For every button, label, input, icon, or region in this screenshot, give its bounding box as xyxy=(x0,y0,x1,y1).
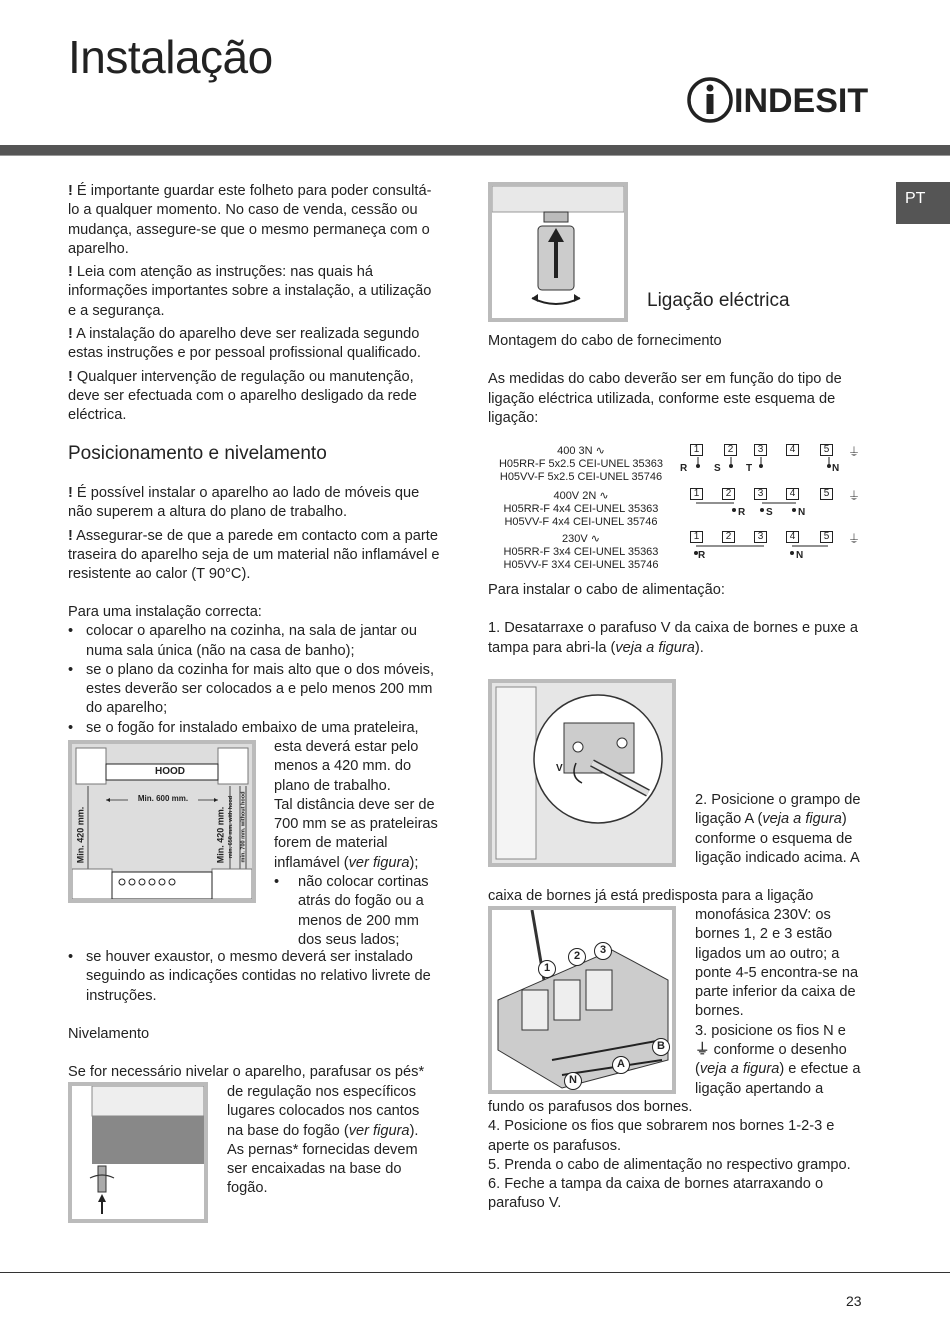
page-title: Instalação xyxy=(68,31,273,83)
positioning-paragraph-2: ! Assegurar-se de que a parede em contacto com a parte traseira do aparelho seja de um material não inflamável e resistente ao calor (T 90°C). xyxy=(68,527,440,583)
min-650-label: min. 650 mm. with hood xyxy=(228,795,235,859)
wire-label-t: T xyxy=(746,463,753,474)
cable-intro: As medidas do cabo deverão ser em função do tipo de ligação eléctrica utilizada, conforme este esquema de ligação: xyxy=(488,371,842,426)
curtains-bullet: • não colocar cortinas atrás do fogão ou a menos de 200 mm dos seus lados; xyxy=(274,873,446,950)
terminal-5: 5 xyxy=(820,531,833,543)
terminal-4: 4 xyxy=(786,444,799,456)
wiring-voltage-3: 230V xyxy=(562,533,588,545)
wiring-cable-2b: H05VV-F 4x4 CEI-UNEL 35746 xyxy=(504,516,658,528)
step-6: 6. Feche a tampa da caixa de bornes atarraxando o parafuso V. xyxy=(488,1176,824,1212)
ground-icon: ⏚ xyxy=(848,489,861,503)
terminal-1: 1 xyxy=(690,444,703,456)
step-4: 4. Posicione os fios que sobrarem nos bornes 1-2-3 e aperte os parafusos. xyxy=(488,1118,835,1154)
header-divider xyxy=(0,155,950,156)
hood-clearance-figure xyxy=(68,740,256,903)
wire-label-n: N xyxy=(796,550,804,561)
callout-b: B xyxy=(652,1038,670,1056)
screw-v-label: V xyxy=(556,763,563,774)
wire-label-s: S xyxy=(714,463,721,474)
earth-symbol-icon: ⏚ xyxy=(695,1042,714,1059)
leveling-foot-icon xyxy=(72,1086,204,1219)
terminal-box-figure xyxy=(488,679,676,867)
shelf-text xyxy=(274,738,446,950)
callout-a: A xyxy=(612,1056,630,1074)
intro-paragraph-1: ! É importante guardar este folheto para poder consultá-lo a qualquer momento. No caso de venda, cessão ou mudança, assegure-se que o mesmo permaneça com o aparelho. xyxy=(68,183,432,257)
terminal-5: 5 xyxy=(820,444,833,456)
step-3b: ⏚ conforme o desenho (veja a figura) e efectue a ligação apertando a xyxy=(695,1042,861,1097)
hood-label: HOOD xyxy=(155,766,185,777)
header-bar xyxy=(0,145,950,155)
correct-install-section xyxy=(68,603,440,738)
wire-label-n: N xyxy=(798,507,806,518)
footer-divider xyxy=(0,1272,950,1273)
cable-heading: Montagem do cabo de fornecimento xyxy=(488,333,722,349)
wiring-row-2-text: 400V 2N ∿ H05RR-F 4x4 CEI-UNEL 35363 H05VV-F 4x4 CEI-UNEL 35746 xyxy=(486,490,676,529)
min-700-label: min. 700 mm. without hood xyxy=(240,791,247,863)
intro-paragraph-3: ! A instalação do aparelho deve ser realizada segundo estas instruções e por pessoal profissional qualificado. xyxy=(68,326,421,362)
intro-paragraph-4: ! Qualquer intervenção de regulação ou manutenção, deve ser efectuada com o aparelho desligado da rede eléctrica. xyxy=(68,368,417,424)
foot-screw-icon xyxy=(492,186,624,318)
wiring-row-1-text: 400 3N ∿ H05RR-F 5x2.5 CEI-UNEL 35363 H05VV-F 5x2.5 CEI-UNEL 35746 xyxy=(486,445,676,484)
step-2b-text: caixa de bornes já está predisposta para a ligação xyxy=(488,888,814,904)
bullet-item-2: • se o plano da cozinha for mais alto que o dos móveis, estes deverão ser colocados a e pelo menos 200 mm do aparelho; xyxy=(68,661,440,719)
wire-label-r: R xyxy=(680,463,688,474)
ground-icon: ⏚ xyxy=(848,532,861,546)
callout-1: 1 xyxy=(538,960,556,978)
bullet-item-1: • colocar o aparelho na cozinha, na sala de jantar ou numa sala única (não na casa de banho); xyxy=(68,622,440,661)
brand-logo xyxy=(686,76,869,124)
intro-paragraph-2: ! Leia com atenção as instruções: nas quais há informações importantes sobre a instalação, a utilização e a segurança. xyxy=(68,264,432,319)
steps-final xyxy=(488,1098,868,1214)
brand-name: INDESIT xyxy=(734,82,869,120)
electric-heading: Ligação eléctrica xyxy=(647,290,790,311)
step-5: 5. Prenda o cabo de alimentação no respectivo grampo. xyxy=(488,1156,851,1173)
correct-install-label: Para uma instalação correcta: xyxy=(68,604,262,620)
terminal-4: 4 xyxy=(786,488,799,500)
wire-label-r: R xyxy=(738,507,746,518)
wire-label-n: N xyxy=(832,463,840,474)
step-2c: monofásica 230V: os bornes 1, 2 e 3 estão ligados um ao outro; a ponte 4-5 encontra-se na parte inferior da caixa de bornes. xyxy=(695,907,859,1020)
terminal-4: 4 xyxy=(786,531,799,543)
positioning-section xyxy=(68,484,440,588)
leveling-heading: Nivelamento xyxy=(68,1025,150,1042)
shelf-distance-text: esta deverá estar pelo menos a 420 mm. do plano de trabalho. xyxy=(274,739,419,794)
callout-3: 3 xyxy=(594,942,612,960)
positioning-heading: Posicionamento e nivelamento xyxy=(68,443,327,464)
indesit-logo-icon xyxy=(686,76,734,124)
foot-adjust-figure xyxy=(488,182,628,322)
terminal-3: 3 xyxy=(754,444,767,456)
wire-label-r: R xyxy=(698,550,706,561)
shelf-flammable-text: Tal distância deve ser de 700 mm se as prateleiras forem de material inflamável (ver figura); xyxy=(274,796,438,871)
terminal-wiring-icon xyxy=(492,910,672,1090)
step-1: 1. Desatarraxe o parafuso V da caixa de bornes e puxe a tampa para abri-la (veja a figura). xyxy=(488,620,858,656)
terminal-2: 2 xyxy=(722,531,735,543)
terminal-5: 5 xyxy=(820,488,833,500)
wiring-cable-3a: H05RR-F 3x4 CEI-UNEL 35363 xyxy=(503,546,659,558)
terminal-blocks xyxy=(680,443,870,571)
intro-section xyxy=(68,182,440,430)
leveling-figure xyxy=(68,1082,208,1223)
step-3c: fundo os parafusos dos bornes. xyxy=(488,1099,693,1115)
row1-connections-icon xyxy=(686,457,856,471)
step-2-text xyxy=(695,791,867,868)
terminal-1: 1 xyxy=(690,531,703,543)
install-section xyxy=(488,581,868,658)
wiring-cable-2a: H05RR-F 4x4 CEI-UNEL 35363 xyxy=(503,503,659,515)
cable-section xyxy=(488,332,868,428)
leveling-text-body: de regulação nos específicos lugares colocados nos cantos na base do fogão (ver figura). As pernas* fornecidas devem ser encaixadas na base do fogão. xyxy=(227,1084,420,1197)
wire-label-s: S xyxy=(766,507,773,518)
positioning-paragraph-1: ! É possível instalar o aparelho ao lado de móveis que não superem a altura do plano de trabalho. xyxy=(68,485,420,521)
hood-bullet: • se houver exaustor, o mesmo deverá ser instalado seguindo as indicações contidas no relativo livrete de instruções. xyxy=(68,948,440,1006)
terminal-2: 2 xyxy=(724,444,737,456)
row3-connections-icon xyxy=(686,544,856,558)
bullet-item-3: • se o fogão for instalado embaixo de uma prateleira, xyxy=(68,719,440,738)
ground-icon: ⏚ xyxy=(848,445,861,459)
leveling-text-intro: Se for necessário nivelar o aparelho, parafusar os pés* xyxy=(68,1064,425,1081)
wiring-diagram xyxy=(486,443,870,571)
min-420-right-label: Min. 420 mm. xyxy=(215,806,226,864)
min-420-left-label: Min. 420 mm. xyxy=(75,806,86,864)
wiring-cable-1a: H05RR-F 5x2.5 CEI-UNEL 35363 xyxy=(498,458,664,470)
wiring-cable-1b: H05VV-F 5x2.5 CEI-UNEL 35746 xyxy=(499,471,663,483)
wiring-voltage-1: 400 3N xyxy=(557,445,593,457)
install-label: Para instalar o cabo de alimentação: xyxy=(488,582,725,598)
terminal-3: 3 xyxy=(754,531,767,543)
step-2c-text xyxy=(695,906,867,1099)
wiring-cable-3b: H05VV-F 3X4 CEI-UNEL 35746 xyxy=(503,559,659,571)
page-number: 23 xyxy=(846,1293,862,1309)
step-2a: 2. Posicione o grampo de ligação A (veja a figura) conforme o esquema de ligação indicado acima. A xyxy=(695,792,861,866)
terminal-2: 2 xyxy=(722,488,735,500)
terminal-connection-figure xyxy=(488,906,676,1094)
step-3a: 3. posicione os fios N e xyxy=(695,1022,846,1039)
terminal-1: 1 xyxy=(690,488,703,500)
hood-section xyxy=(68,948,440,1082)
callout-2: 2 xyxy=(568,948,586,966)
wiring-voltage-2: 400V 2N xyxy=(553,490,597,502)
leveling-text xyxy=(227,1083,437,1199)
min-600-label: Min. 600 mm. xyxy=(128,794,198,803)
language-tab: PT xyxy=(896,182,950,224)
terminal-3: 3 xyxy=(754,488,767,500)
callout-n: N xyxy=(564,1072,582,1090)
wiring-row-3-text: 230V ∿ H05RR-F 3x4 CEI-UNEL 35363 H05VV-F 3X4 CEI-UNEL 35746 xyxy=(486,533,676,572)
terminal-box-screw-icon xyxy=(492,683,672,863)
